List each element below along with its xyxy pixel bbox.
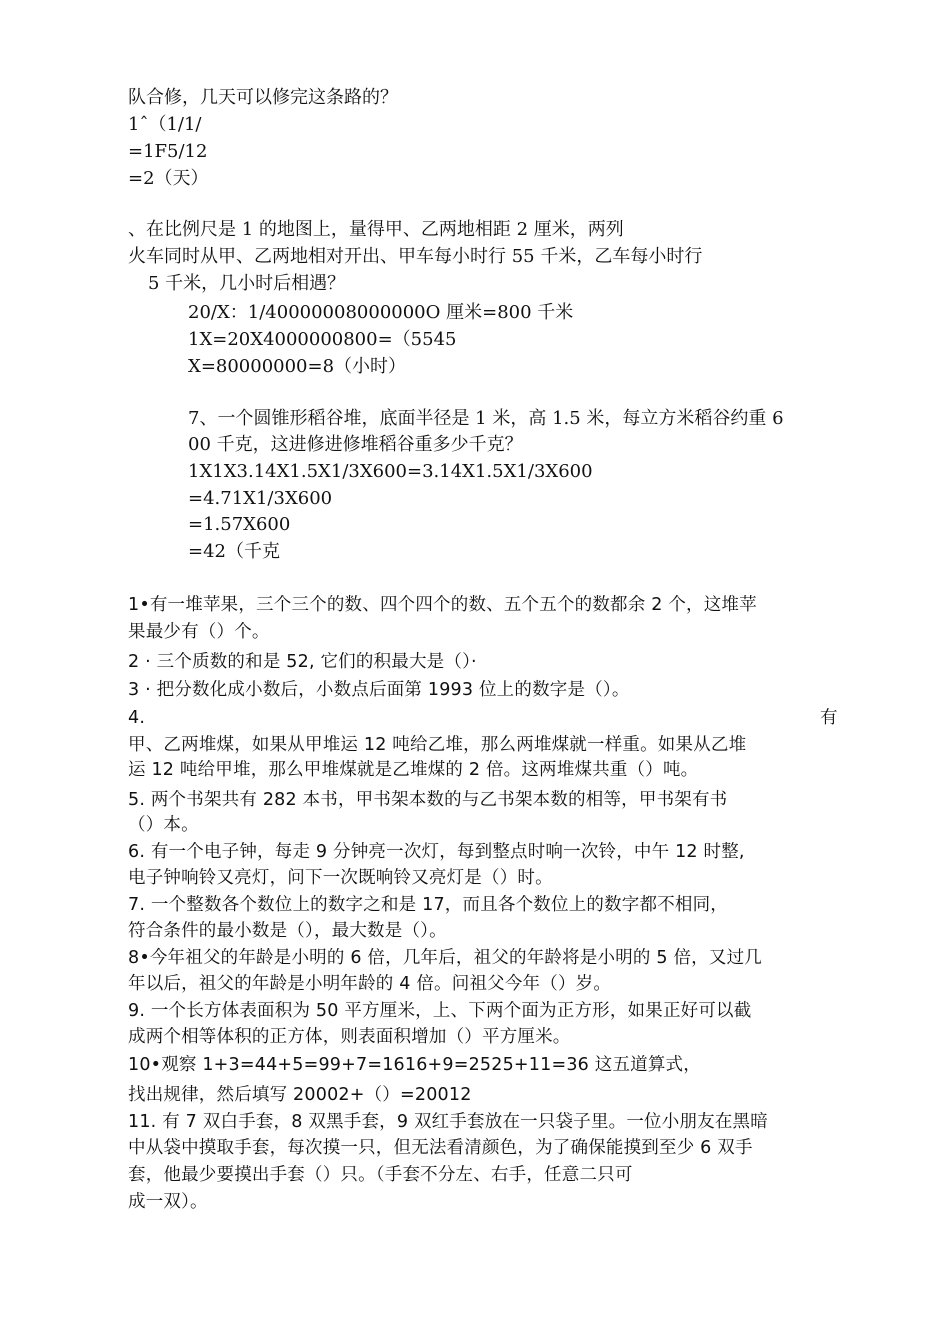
problem-5-line: 5. 两个书架共有 282 本书，甲书架本数的与乙书架本数的相等，甲书架有书 — [128, 790, 728, 810]
problem-3-line: 3 · 把分数化成小数后，小数点后面第 1993 位上的数字是（）。 — [128, 680, 630, 700]
problem-11-line: 11. 有 7 双白手套，8 双黑手套，9 双红手套放在一只袋子里。一位小朋友在黑暗 — [128, 1112, 768, 1132]
problem-4-line: 运 12 吨给甲堆，那么甲堆煤就是乙堆煤的 2 倍。这两堆煤共重（）吨。 — [128, 760, 699, 780]
problem-7-line: 7. 一个整数各个数位上的数字之和是 17，而且各个数位上的数字都不相同， — [128, 895, 728, 915]
problem-1-line: 1•有一堆苹果，三个三个的数、四个四个的数、五个五个的数都余 2 个，这堆苹 — [128, 595, 757, 615]
problem-11-line: 中从袋中摸取手套，每次摸一只，但无法看清颜色，为了确保能摸到至少 6 双手 — [128, 1138, 753, 1158]
problem-7-line: 符合条件的最小数是（），最大数是（）。 — [128, 921, 447, 941]
problem-6-line: 6. 有一个电子钟，每走 9 分钟亮一次灯，每到整点时响一次铃，中午 12 时整, — [128, 842, 745, 862]
question-line: 7、一个圆锥形稻谷堆，底面半径是 1 米，高 1.5 米，每立方米稻谷约重 6 — [188, 408, 784, 429]
question-line: 、在比例尺是 1 的地图上，量得甲、乙两地相距 2 厘米，两列 — [128, 219, 624, 240]
problem-2-line: 2 · 三个质数的和是 52, 它们的积最大是（）· — [128, 652, 477, 672]
problem-5-line: （）本。 — [128, 815, 199, 835]
problem-10-line: 10•观察 1+3=44+5=99+7=1616+9=2525+11=36 这五道算式， — [128, 1055, 701, 1075]
problem-9-line: 9. 一个长方体表面积为 50 平方厘米，上、下两个面为正方形，如果正好可以截 — [128, 1001, 752, 1021]
text-line: =1F5/12 — [128, 141, 208, 162]
solution-line: 20/X：1/40000008000000O 厘米=800 千米 — [188, 302, 574, 323]
solution-line: =1.57X600 — [188, 514, 291, 535]
problem-8-line: 8•今年祖父的年龄是小明的 6 倍，几年后，祖父的年龄将是小明的 5 倍，又过几 — [128, 948, 762, 968]
problem-4-line-end: 有 — [820, 708, 838, 728]
text-line: 1ˆ（1/1/ — [128, 114, 202, 135]
solution-line: X=80000000=8（小时） — [188, 356, 407, 377]
text-line: 队合修，几天可以修完这条路的？ — [128, 87, 398, 108]
text-line: =2（天） — [128, 168, 209, 189]
solution-line: 1X=20X4000000800=（5545 — [188, 329, 457, 350]
problem-9-line: 成两个相等体积的正方体，则表面积增加（）平方厘米。 — [128, 1027, 571, 1047]
problem-4-number: 4. — [128, 708, 146, 728]
question-line: 火车同时从甲、乙两地相对开出、甲车每小时行 55 千米，乙车每小时行 — [128, 246, 703, 267]
question-line: 5 千米，几小时后相遇？ — [148, 273, 346, 294]
problem-4-line: 甲、乙两堆煤，如果从甲堆运 12 吨给乙堆，那么两堆煤就一样重。如果从乙堆 — [128, 735, 747, 755]
solution-line: =4.71X1/3X600 — [188, 488, 333, 509]
problem-11-line: 套，他最少要摸出手套（）只。（手套不分左、右手，任意二只可 — [128, 1165, 633, 1185]
solution-line: =42（千克 — [188, 541, 280, 562]
problem-11-line: 成一双）。 — [128, 1192, 208, 1212]
problem-10-line: 找出规律，然后填写 20002+（）=20012 — [128, 1085, 472, 1105]
question-line: 00 千克，这进修进修堆稻谷重多少千克？ — [188, 434, 523, 455]
solution-line: 1X1X3.14X1.5X1/3X600=3.14X1.5X1/3X600 — [188, 461, 593, 482]
problem-1-line: 果最少有（）个。 — [128, 622, 270, 642]
problem-6-line: 电子钟响铃又亮灯，问下一次既响铃又亮灯是（）时。 — [128, 868, 553, 888]
problem-8-line: 年以后，祖父的年龄是小明年龄的 4 倍。问祖父今年（）岁。 — [128, 974, 612, 994]
